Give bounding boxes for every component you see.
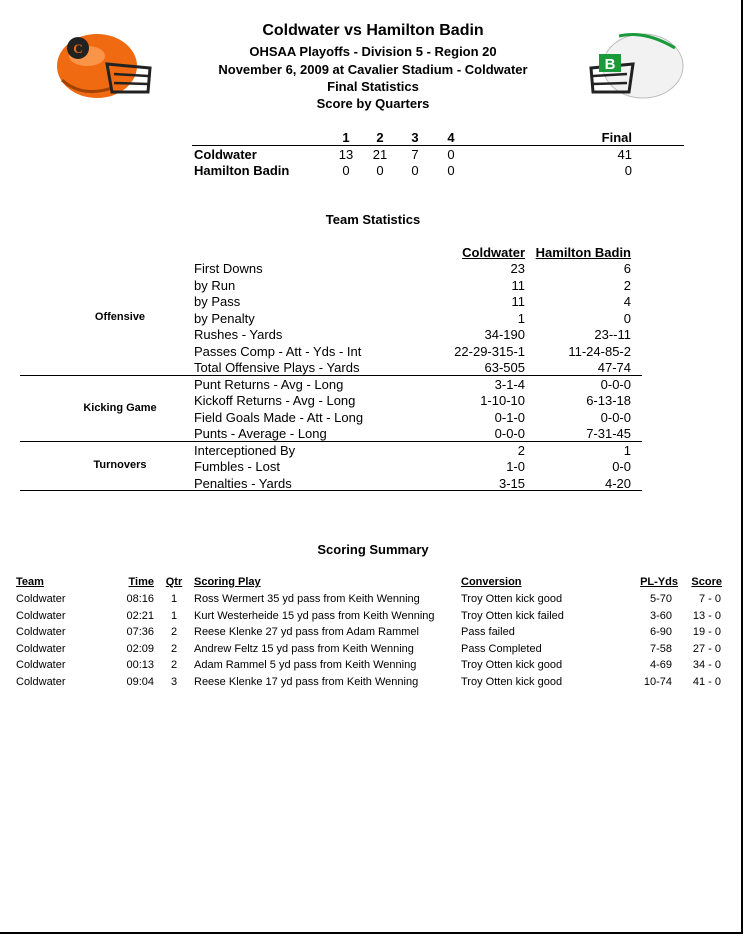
score-play: Ross Wermert 35 yd pass from Keith Wenning bbox=[194, 593, 420, 605]
stat-value-coldwater: 0-1-0 bbox=[494, 409, 525, 425]
quarter-score: 0 bbox=[342, 163, 350, 178]
stat-value-hamilton: 4 bbox=[623, 294, 631, 309]
score-running: 41 - 0 bbox=[692, 675, 721, 688]
quarter-row-team: Hamilton Badin bbox=[194, 163, 290, 178]
header-scoring-play: Scoring Play bbox=[194, 576, 261, 588]
quarter-score: 0 bbox=[376, 163, 384, 178]
score-team: Coldwater bbox=[16, 609, 66, 622]
stat-value-hamilton: 11-24-85-2 bbox=[568, 343, 631, 359]
team-stats-col-hamilton: Hamilton Badin bbox=[535, 245, 631, 260]
score-time: 02:09 bbox=[126, 642, 154, 655]
quarter-score: 0 bbox=[447, 147, 455, 162]
stat-value-hamilton: 7-31-45 bbox=[586, 426, 631, 441]
header-conversion: Conversion bbox=[461, 576, 522, 588]
stat-value-hamilton: 6-13-18 bbox=[586, 393, 631, 408]
stat-label: Rushes - Yards bbox=[194, 327, 283, 342]
section-divider bbox=[20, 441, 642, 442]
stat-value-coldwater: 3-1-4 bbox=[494, 376, 525, 392]
stat-value-hamilton: 6 bbox=[623, 261, 631, 276]
score-qtr: 1 bbox=[170, 593, 178, 605]
header-time: Time bbox=[128, 576, 154, 588]
stat-label: Interceptioned By bbox=[194, 442, 296, 458]
score-conversion: Pass Completed bbox=[461, 642, 542, 655]
section-divider bbox=[20, 490, 642, 491]
score-time: 08:16 bbox=[126, 593, 154, 605]
hamilton-badin-helmet-icon bbox=[585, 28, 689, 100]
score-team: Coldwater bbox=[16, 626, 66, 638]
team-stats-col-coldwater: Coldwater bbox=[462, 245, 525, 260]
stat-value-hamilton: 23--11 bbox=[594, 327, 631, 342]
stat-value-coldwater: 1-10-10 bbox=[480, 393, 525, 408]
score-conversion: Pass failed bbox=[461, 626, 515, 638]
stat-value-hamilton: 0 bbox=[623, 310, 631, 326]
stat-label: Punts - Average - Long bbox=[194, 426, 327, 441]
score-running: 27 - 0 bbox=[692, 642, 721, 655]
score-play: Reese Klenke 17 yd pass from Keith Wenning bbox=[194, 675, 419, 688]
score-time: 07:36 bbox=[126, 626, 154, 638]
header-qtr: Qtr bbox=[165, 576, 183, 588]
category-turnovers: Turnovers bbox=[93, 459, 147, 471]
final-score: 0 bbox=[624, 163, 632, 178]
score-pl-yds: 5-70 bbox=[649, 593, 672, 605]
stat-value-coldwater: 3-15 bbox=[498, 475, 525, 491]
stat-value-coldwater: 2 bbox=[517, 442, 525, 458]
stat-label: Field Goals Made - Att - Long bbox=[194, 409, 364, 425]
quarter-header: 1 bbox=[342, 130, 350, 145]
svg-text:B: B bbox=[604, 56, 616, 73]
quarter-header: 3 bbox=[411, 130, 419, 145]
stat-label: by Penalty bbox=[194, 310, 255, 326]
quarter-score: 21 bbox=[372, 147, 388, 162]
quarters-divider bbox=[192, 145, 684, 146]
stat-value-coldwater: 11 bbox=[511, 294, 525, 309]
score-time: 09:04 bbox=[126, 675, 154, 688]
score-team: Coldwater bbox=[16, 593, 66, 605]
stat-label: First Downs bbox=[194, 261, 263, 276]
stat-value-hamilton: 0-0-0 bbox=[600, 409, 631, 425]
stat-value-coldwater: 23 bbox=[510, 261, 525, 276]
stat-value-hamilton: 47-74 bbox=[597, 360, 631, 375]
page-title: Coldwater vs Hamilton Badin bbox=[262, 22, 484, 39]
score-play: Reese Klenke 27 yd pass from Adam Rammel bbox=[194, 626, 419, 638]
stat-value-coldwater: 63-505 bbox=[484, 360, 525, 375]
stat-value-hamilton: 0-0-0 bbox=[600, 376, 631, 392]
stat-label: Passes Comp - Att - Yds - Int bbox=[194, 343, 362, 359]
stat-label: Penalties - Yards bbox=[194, 475, 292, 491]
team-statistics-title: Team Statistics bbox=[325, 212, 421, 227]
stat-label: by Pass bbox=[194, 294, 241, 309]
stat-label: Kickoff Returns - Avg - Long bbox=[194, 393, 356, 408]
score-pl-yds: 10-74 bbox=[643, 675, 672, 688]
score-pl-yds: 7-58 bbox=[649, 642, 672, 655]
quarter-header: 4 bbox=[447, 130, 455, 145]
scoring-summary-title: Scoring Summary bbox=[317, 542, 429, 557]
category-kicking-game: Kicking Game bbox=[83, 402, 157, 414]
quarter-header: 2 bbox=[376, 130, 384, 145]
header-pl-yds: PL-Yds bbox=[640, 576, 678, 588]
header-team: Team bbox=[16, 576, 44, 588]
stat-label: by Run bbox=[194, 277, 236, 293]
score-pl-yds: 4-69 bbox=[649, 659, 672, 671]
stat-value-coldwater: 34-190 bbox=[484, 327, 525, 342]
score-running: 19 - 0 bbox=[692, 626, 721, 638]
score-play: Andrew Feltz 15 yd pass from Keith Wenning bbox=[194, 642, 414, 655]
quarter-row-team: Coldwater bbox=[194, 147, 257, 162]
stat-label: Fumbles - Lost bbox=[194, 459, 280, 474]
score-pl-yds: 6-90 bbox=[649, 626, 672, 638]
score-play: Kurt Westerheide 15 yd pass from Keith Wenning bbox=[194, 609, 435, 622]
final-header: Final bbox=[601, 130, 632, 145]
score-conversion: Troy Otten kick good bbox=[461, 675, 563, 688]
game-date-location: November 6, 2009 at Cavalier Stadium - Coldwater bbox=[218, 62, 528, 77]
score-by-quarters-label: Score by Quarters bbox=[316, 96, 430, 111]
stat-value-hamilton: 4-20 bbox=[604, 475, 631, 491]
score-time: 02:21 bbox=[126, 609, 154, 622]
stat-value-hamilton: 2 bbox=[623, 277, 631, 293]
stat-value-coldwater: 1-0 bbox=[506, 459, 525, 474]
stat-value-hamilton: 1 bbox=[623, 442, 631, 458]
score-pl-yds: 3-60 bbox=[649, 609, 672, 622]
score-time: 00:13 bbox=[126, 659, 154, 671]
section-divider bbox=[20, 375, 642, 376]
score-team: Coldwater bbox=[16, 642, 66, 655]
header-score: Score bbox=[691, 576, 722, 588]
score-conversion: Troy Otten kick failed bbox=[461, 609, 564, 622]
final-score: 41 bbox=[617, 147, 632, 162]
score-play: Adam Rammel 5 yd pass from Keith Wenning bbox=[194, 659, 417, 671]
stat-value-coldwater: 22-29-315-1 bbox=[454, 343, 525, 359]
score-running: 34 - 0 bbox=[692, 659, 721, 671]
score-conversion: Troy Otten kick good bbox=[461, 659, 563, 671]
score-qtr: 1 bbox=[170, 609, 178, 622]
game-subtitle: OHSAA Playoffs - Division 5 - Region 20 bbox=[249, 44, 497, 59]
score-team: Coldwater bbox=[16, 675, 66, 688]
score-running: 7 - 0 bbox=[698, 593, 721, 605]
stat-value-coldwater: 0-0-0 bbox=[494, 426, 525, 441]
quarter-score: 0 bbox=[411, 163, 419, 178]
score-running: 13 - 0 bbox=[692, 609, 721, 622]
score-qtr: 2 bbox=[170, 626, 178, 638]
score-qtr: 3 bbox=[170, 675, 178, 688]
score-qtr: 2 bbox=[170, 642, 178, 655]
score-qtr: 2 bbox=[170, 659, 178, 671]
stat-value-hamilton: 0-0 bbox=[612, 459, 631, 474]
stat-label: Punt Returns - Avg - Long bbox=[194, 376, 344, 392]
coldwater-helmet-icon bbox=[52, 28, 152, 100]
score-team: Coldwater bbox=[16, 659, 66, 671]
quarter-score: 7 bbox=[411, 147, 419, 162]
stat-value-coldwater: 1 bbox=[517, 310, 525, 326]
final-statistics-label: Final Statistics bbox=[327, 79, 419, 94]
score-conversion: Troy Otten kick good bbox=[461, 593, 563, 605]
stat-label: Total Offensive Plays - Yards bbox=[194, 360, 360, 375]
category-offensive: Offensive bbox=[94, 311, 146, 323]
svg-text:C: C bbox=[73, 41, 83, 56]
quarter-score: 0 bbox=[447, 163, 455, 178]
quarter-score: 13 bbox=[338, 147, 354, 162]
stat-value-coldwater: 11 bbox=[511, 277, 525, 293]
